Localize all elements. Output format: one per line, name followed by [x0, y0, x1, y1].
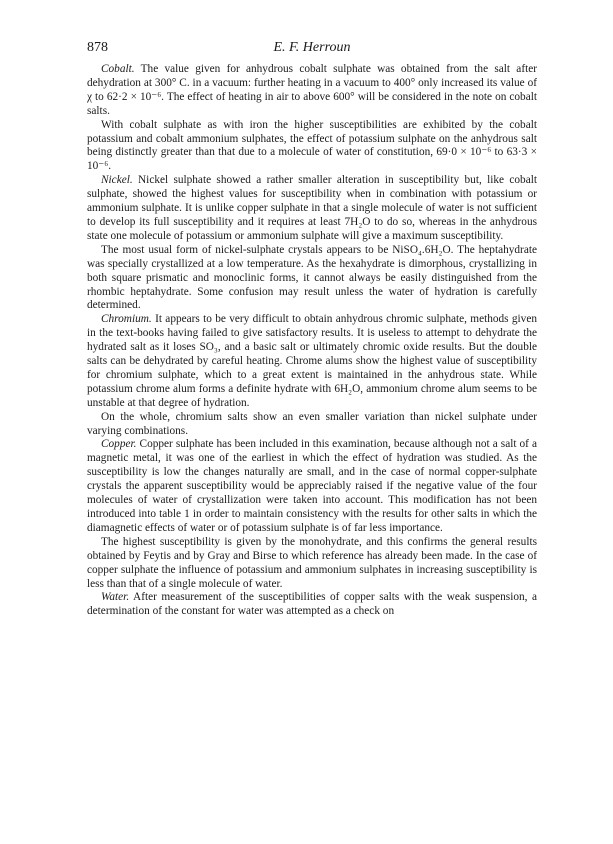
paragraph-text: The highest susceptibility is given by the monohydrate, and this confirms the general results obtained by Feytis and by Gray and Birse to which reference has already been made. In the case of copper sulphate the influence of potassium and ammonium sulphates in increasing susceptibility is less than that of a single molecule of water.	[87, 535, 537, 590]
paragraph-text: On the whole, chromium salts show an even smaller variation than nickel sulphate under varying combinations.	[87, 410, 537, 437]
paragraph-text: The value given for anhydrous cobalt sulphate was obtained from the salt after dehydration at 300° C. in a vacuum: further heating in a vacuum to 400° only increased its value of χ to 62·2 × 10⁻⁶. The effect of heating in air to above 600° will be considered in the note on cobalt salts.	[87, 63, 537, 117]
page-number: 878	[87, 40, 108, 55]
paragraph	[87, 591, 537, 619]
body-text	[87, 63, 537, 619]
paragraph	[87, 119, 537, 175]
paragraph-lead: Water.	[101, 591, 130, 604]
paragraph	[87, 438, 537, 535]
paragraph-lead: Chromium.	[101, 313, 152, 326]
paragraph-lead: Copper.	[101, 438, 137, 451]
paragraph-text: Nickel sulphate showed a rather smaller alteration in susceptibility but, like cobalt sulphate, showed the highest values for susceptibility when in combination with potassium or ammonium sulphate. It is unlike copper sulphate in that a single molecule of water is not sufficient to develop its full susceptibility and it requires at least 7H₂O to do so, whereas in the anhydrous state one molecule of potassium or ammonium sulphate will give a maximum susceptibility.	[87, 174, 537, 242]
paragraph-text: The most usual form of nickel-sulphate crystals appears to be NiSO₄.6H₂O. The heptahydrate was specially crystallized at a low temperature. As the hexahydrate is dimorphous, crystallizing in both square prismatic and monoclinic forms, it cannot always be easily distinguished from the rhombic heptahydrate. Some confusion may result unless the water of hydration is carefully determined.	[87, 243, 537, 312]
paragraph-lead: Nickel.	[101, 174, 133, 187]
paragraph-text: It appears to be very difficult to obtain anhydrous chromic sulphate, methods given in the text-books having failed to give satisfactory results. It is useless to attempt to dehydrate the hydrated salt as it loses SO₃, and a basic salt or ultimately chromic oxide results. But the double salts can be dehydrated by careful heating. Chrome alums show the highest value of susceptibility for chromium sulphate, which to a great extent is maintained in the anhydrous state. While potassium chrome alum forms a definite hydrate with 6H₂O, ammonium chrome alum seems to be unstable at that degree of hydration.	[87, 313, 537, 409]
paragraph-text: After measurement of the susceptibilities of copper salts with the weak suspension, a determination of the constant for water was attempted as a check on	[87, 591, 537, 618]
paragraph	[87, 536, 537, 592]
paragraph	[87, 244, 537, 314]
page-header	[87, 40, 537, 58]
paragraph-text: With cobalt sulphate as with iron the higher susceptibilities are exhibited by the cobalt potassium and cobalt ammonium sulphates, the effect of potassium sulphate on the anhydrous salt being distinctly greater than that due to a molecule of water of constitution, 69·0 × 10⁻⁶ to 63·3 × 10⁻⁶.	[87, 118, 537, 173]
paragraph-lead: Cobalt.	[101, 63, 135, 75]
paragraph	[87, 411, 537, 439]
paragraph-text: Copper sulphate has been included in this examination, because although not a salt of a magnetic metal, it was one of the earliest in which the effect of hydration was studied. As the susceptibility is low the changes naturally are small, and in the case of normal copper-sulphate crystals the apparent susceptibility would be appreciably raised if the negative value of the four molecules of water of crystallization were taken into account. This modification has not been introduced into table 1 in order to maintain consistency with the results for other salts in which the diamagnetic effects of water or of potassium sulphate is of far less importance.	[87, 438, 538, 534]
running-head: E. F. Herroun	[273, 40, 351, 55]
paragraph	[87, 63, 537, 119]
paragraph	[87, 313, 537, 410]
paragraph	[87, 174, 537, 244]
